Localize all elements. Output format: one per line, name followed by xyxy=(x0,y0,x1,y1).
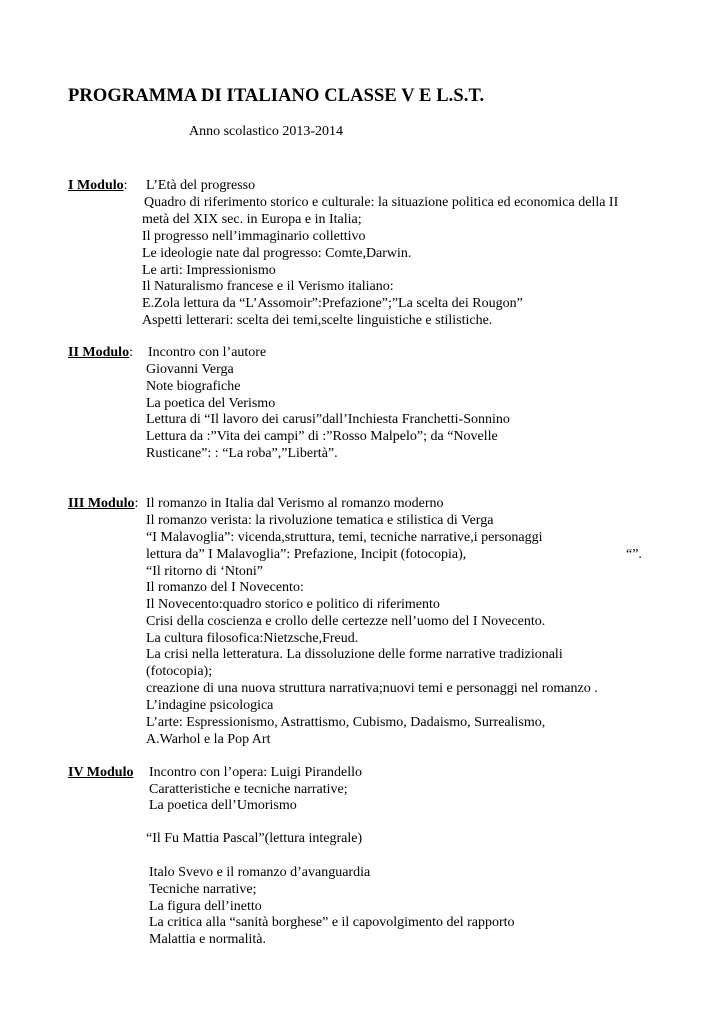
module-line: La poetica del Verismo xyxy=(146,396,276,411)
module-line: creazione di una nuova struttura narrativa;nuovi temi e personaggi nel romanzo . xyxy=(146,681,598,696)
module-line: Italo Svevo e il romanzo d’avanguardia xyxy=(149,865,371,880)
module-line: Note biografiche xyxy=(146,379,241,394)
module-4-heading xyxy=(68,764,133,781)
module-line: L’arte: Espressionismo, Astrattismo, Cubismo, Dadaismo, Surrealismo, xyxy=(146,715,546,730)
module-line: Le arti: Impressionismo xyxy=(142,263,276,278)
module-1-heading xyxy=(68,177,128,194)
module-label-suffix: : xyxy=(123,178,128,193)
module-line: Quadro di riferimento storico e culturale: la situazione politica ed economica della II xyxy=(144,195,619,210)
module-line: Aspetti letterari: scelta dei temi,scelte linguistiche e stilistiche. xyxy=(142,313,493,328)
module-label: I Modulo xyxy=(68,178,124,193)
module-line: Il romanzo in Italia dal Verismo al romanzo moderno xyxy=(146,496,444,511)
document-subtitle: Anno scolastico 2013-2014 xyxy=(189,124,343,139)
module-line: Lettura da :”Vita dei campi” di :”Rosso Malpelo”; da “Novelle xyxy=(146,429,498,444)
module-line: Rusticane”: : “La roba”,”Libertà”. xyxy=(146,446,338,461)
module-line: L’indagine psicologica xyxy=(146,698,274,713)
module-line: Il progresso nell’immaginario collettivo xyxy=(142,229,366,244)
module-line: Il Novecento:quadro storico e politico di riferimento xyxy=(146,597,440,612)
module-line: “Il ritorno di ‘Ntoni” xyxy=(146,564,264,579)
module-label: IV Modulo xyxy=(68,765,134,780)
module-label: II Modulo xyxy=(68,345,130,360)
module-line: L’Età del progresso xyxy=(146,178,256,193)
module-line: Il romanzo verista: la rivoluzione tematica e stilistica di Verga xyxy=(146,513,494,528)
module-line: Incontro con l’autore xyxy=(148,345,267,360)
document-title: PROGRAMMA DI ITALIANO CLASSE V E L.S.T. xyxy=(68,86,485,106)
module-line: La crisi nella letteratura. La dissoluzione delle forme narrative tradizionali xyxy=(146,647,563,662)
module-line: (fotocopia); xyxy=(146,664,213,679)
module-line: Incontro con l’opera: Luigi Pirandello xyxy=(149,765,363,780)
module-line: Malattia e normalità. xyxy=(149,932,267,947)
module-2-heading xyxy=(68,344,133,361)
module-line: A.Warhol e la Pop Art xyxy=(146,732,271,747)
module-line: “I Malavoglia”: vicenda,struttura, temi, tecniche narrative,i personaggi xyxy=(146,530,543,545)
trailing-mark: “”. xyxy=(626,547,642,562)
module-label-suffix: : xyxy=(134,496,139,511)
module-line: La poetica dell’Umorismo xyxy=(149,798,297,813)
module-line: metà del XIX sec. in Europa e in Italia; xyxy=(142,212,362,227)
module-line: Il Naturalismo francese e il Verismo italiano: xyxy=(142,279,394,294)
module-line: La critica alla “sanità borghese” e il capovolgimento del rapporto xyxy=(149,915,515,930)
module-line: La cultura filosofica:Nietzsche,Freud. xyxy=(146,631,359,646)
module-line: Giovanni Verga xyxy=(146,362,234,377)
module-line: Il romanzo del I Novecento: xyxy=(146,580,304,595)
module-line: lettura da” I Malavoglia”: Prefazione, Incipit (fotocopia), xyxy=(146,547,467,562)
module-3-heading xyxy=(68,495,138,512)
module-line: Tecniche narrative; xyxy=(149,882,257,897)
module-line: Lettura di “Il lavoro dei carusi”dall’Inchiesta Franchetti-Sonnino xyxy=(146,412,510,427)
module-line: “Il Fu Mattia Pascal”(lettura integrale) xyxy=(146,831,363,846)
module-line: La figura dell’inetto xyxy=(149,899,262,914)
module-line: Crisi della coscienza e crollo delle certezze nell’uomo del I Novecento. xyxy=(146,614,546,629)
module-line: Le ideologie nate dal progresso: Comte,Darwin. xyxy=(142,246,412,261)
module-line: Caratteristiche e tecniche narrative; xyxy=(149,782,348,797)
module-label-suffix: : xyxy=(129,345,133,360)
module-line: E.Zola lettura da “L’Assomoir”:Prefazione”;”La scelta dei Rougon” xyxy=(142,296,523,311)
module-label: III Modulo xyxy=(68,496,135,511)
